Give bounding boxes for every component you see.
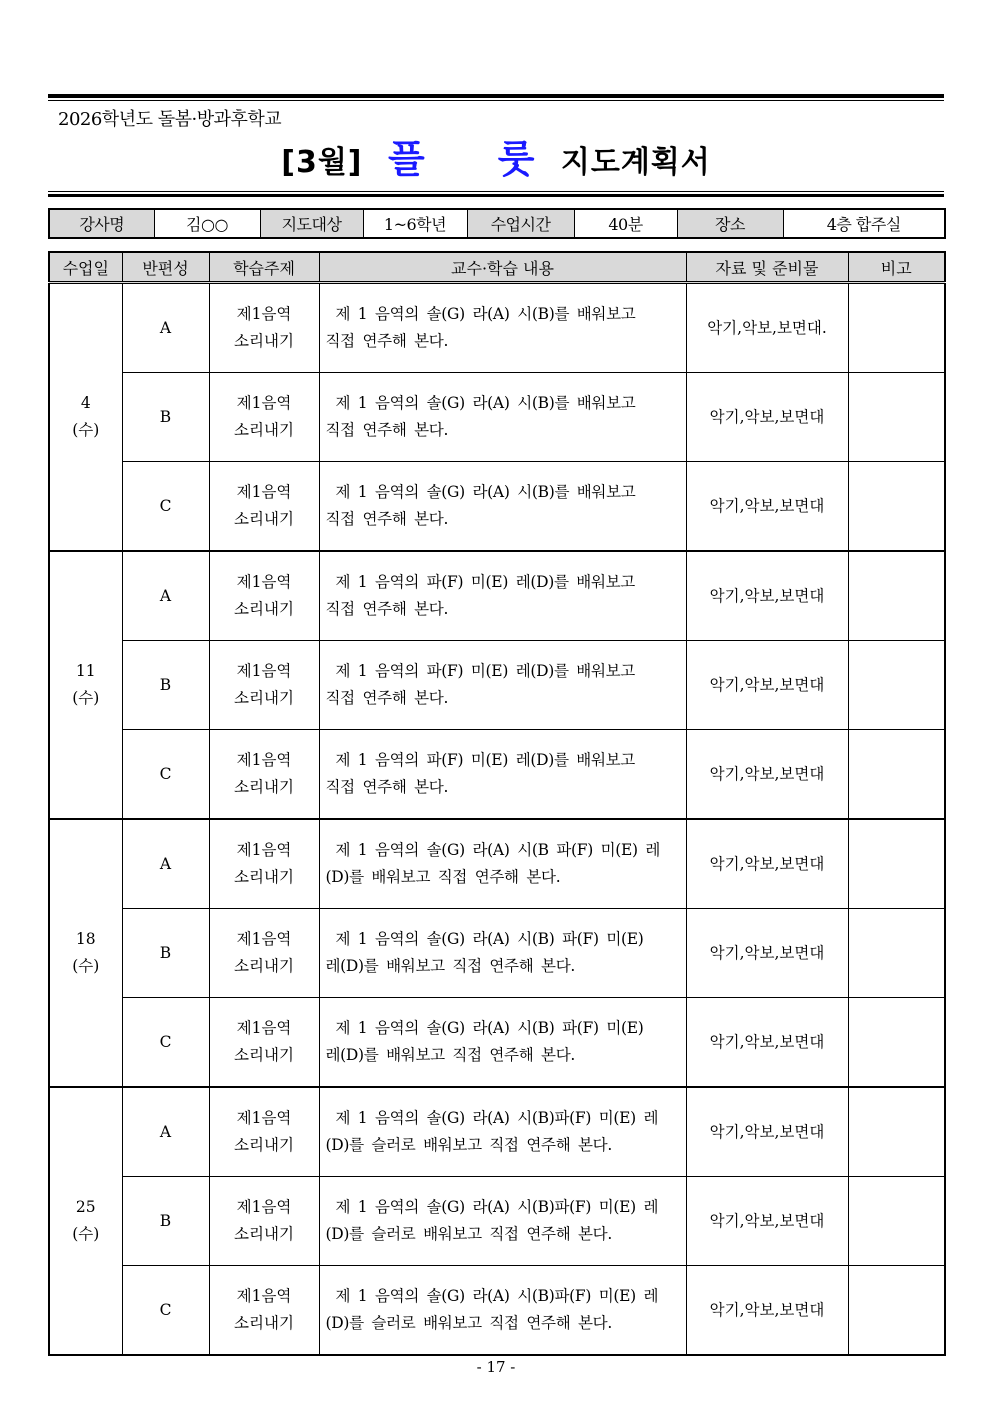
topic-line-2: 소리내기 [234,1225,294,1243]
topic-line-2: 소리내기 [234,600,294,618]
target-label: 지도대상 [260,209,363,238]
top-rule [48,94,944,98]
topic [209,641,319,730]
lesson-content [319,641,686,730]
lesson-date [49,551,122,819]
duration-value: 40분 [574,209,677,238]
content-line-2: 레(D)를 배워보고 직접 연주해 본다. [325,957,576,975]
note [848,819,945,909]
topic [209,998,319,1088]
date-day: (수) [72,421,100,439]
note [848,462,945,552]
lesson-date [49,283,122,552]
topic-line-1: 제1음역 [236,305,292,323]
lesson-content [319,551,686,641]
topic [209,1087,319,1177]
content-line-1: 제 1 음역의 솔(G) 라(A) 시(B)파(F) 미(E) 레 [335,1109,659,1127]
topic [209,819,319,909]
materials: 악기,악보,보면대 [686,641,848,730]
table-row [49,373,945,462]
note [848,998,945,1088]
note [848,1087,945,1177]
content-line-1: 제 1 음역의 파(F) 미(E) 레(D)를 배워보고 [335,573,635,591]
header-date: 수업일 [49,252,122,283]
lesson-content [319,819,686,909]
table-row [49,730,945,820]
note [848,1266,945,1356]
topic-line-2: 소리내기 [234,510,294,528]
note [848,909,945,998]
content-line-2: (D)를 슬러로 배워보고 직접 연주해 본다. [325,1314,612,1332]
table-row [49,641,945,730]
class-group: C [122,730,209,820]
teacher-value: 김○○ [154,209,260,238]
topic-line-1: 제1음역 [236,1109,292,1127]
note [848,1177,945,1266]
topic-line-1: 제1음역 [236,662,292,680]
content-line-1: 제 1 음역의 솔(G) 라(A) 시(B 파(F) 미(E) 레 [335,841,661,859]
date-number: 18 [75,930,96,948]
table-row [49,1266,945,1356]
lesson-content [319,730,686,820]
note [848,730,945,820]
content-line-1: 제 1 음역의 솔(G) 라(A) 시(B)를 배워보고 [335,483,636,501]
topic-line-1: 제1음역 [236,751,292,769]
materials: 악기,악보,보면대 [686,1087,848,1177]
topic-line-1: 제1음역 [236,483,292,501]
topic-line-2: 소리내기 [234,868,294,886]
lesson-date [49,819,122,1087]
title-rule-thin [48,191,944,192]
class-group: B [122,909,209,998]
topic-line-2: 소리내기 [234,332,294,350]
content-line-2: (D)를 배워보고 직접 연주해 본다. [325,868,561,886]
teacher-label: 강사명 [49,209,154,238]
lesson-content [319,998,686,1088]
content-line-1: 제 1 음역의 파(F) 미(E) 레(D)를 배워보고 [335,662,635,680]
lesson-date [49,1087,122,1355]
header-topic: 학습주제 [209,252,319,283]
topic-line-1: 제1음역 [236,841,292,859]
content-line-1: 제 1 음역의 솔(G) 라(A) 시(B) 파(F) 미(E) [335,1019,644,1037]
lesson-content [319,373,686,462]
note [848,283,945,373]
materials: 악기,악보,보면대 [686,819,848,909]
table-row [49,1087,945,1177]
topic-line-2: 소리내기 [234,1314,294,1332]
topic-line-1: 제1음역 [236,394,292,412]
class-group: A [122,551,209,641]
table-row [49,819,945,909]
class-group: B [122,641,209,730]
top-rule-thin [48,100,944,101]
content-line-1: 제 1 음역의 파(F) 미(E) 레(D)를 배워보고 [335,751,635,769]
lesson-content [319,462,686,552]
table-row [49,551,945,641]
table-header-row [49,252,945,283]
materials: 악기,악보,보면대 [686,1266,848,1356]
class-group: C [122,462,209,552]
topic-line-2: 소리내기 [234,778,294,796]
title-subject [388,137,535,181]
materials: 악기,악보,보면대 [686,1177,848,1266]
header-content: 교수·학습 내용 [319,252,686,283]
content-line-1: 제 1 음역의 솔(G) 라(A) 시(B)를 배워보고 [335,394,636,412]
school-line: 2026학년도 돌봄·방과후학교 [58,109,282,130]
title-rule-thick [48,194,944,197]
content-line-2: 레(D)를 배워보고 직접 연주해 본다. [325,1046,576,1064]
materials: 악기,악보,보면대 [686,551,848,641]
lesson-content [319,283,686,373]
materials: 악기,악보,보면대 [686,373,848,462]
header-class: 반편성 [122,252,209,283]
place-label: 장소 [677,209,783,238]
content-line-2: 직접 연주해 본다. [325,510,449,528]
class-group: B [122,373,209,462]
class-group: B [122,1177,209,1266]
date-number: 4 [80,394,91,412]
content-line-1: 제 1 음역의 솔(G) 라(A) 시(B)파(F) 미(E) 레 [335,1198,659,1216]
info-row [49,209,945,238]
content-line-2: (D)를 슬러로 배워보고 직접 연주해 본다. [325,1136,612,1154]
class-group: A [122,819,209,909]
lesson-content [319,1087,686,1177]
topic [209,909,319,998]
topic-line-1: 제1음역 [236,573,292,591]
place-value: 4층 합주실 [783,209,945,238]
topic-line-1: 제1음역 [236,1198,292,1216]
topic [209,730,319,820]
lesson-content [319,1266,686,1356]
content-line-1: 제 1 음역의 솔(G) 라(A) 시(B)를 배워보고 [335,305,636,323]
class-group: A [122,283,209,373]
duration-label: 수업시간 [467,209,574,238]
lesson-content [319,909,686,998]
topic-line-1: 제1음역 [236,930,292,948]
class-group: C [122,998,209,1088]
subject-char-2: 룻 [497,137,536,181]
table-row [49,283,945,373]
topic-line-1: 제1음역 [236,1019,292,1037]
note [848,373,945,462]
header-materials: 자료 및 준비물 [686,252,848,283]
topic-line-2: 소리내기 [234,421,294,439]
target-value: 1~6학년 [363,209,467,238]
lesson-plan-table [48,251,946,1356]
topic-line-2: 소리내기 [234,1046,294,1064]
topic [209,1177,319,1266]
content-line-2: 직접 연주해 본다. [325,778,449,796]
content-line-2: 직접 연주해 본다. [325,600,449,618]
content-line-1: 제 1 음역의 솔(G) 라(A) 시(B)파(F) 미(E) 레 [335,1287,659,1305]
table-row [49,998,945,1088]
table-row [49,1177,945,1266]
page-title [48,133,944,185]
class-group: C [122,1266,209,1356]
date-number: 11 [75,662,96,680]
topic [209,551,319,641]
topic [209,283,319,373]
content-line-2: 직접 연주해 본다. [325,332,449,350]
title-suffix: 지도계획서 [560,145,711,180]
date-day: (수) [72,957,100,975]
note [848,551,945,641]
topic [209,462,319,552]
title-month: [3월] [281,145,363,180]
class-group: A [122,1087,209,1177]
topic [209,373,319,462]
materials: 악기,악보,보면대 [686,462,848,552]
materials: 악기,악보,보면대. [686,283,848,373]
topic-line-2: 소리내기 [234,689,294,707]
content-line-2: (D)를 슬러로 배워보고 직접 연주해 본다. [325,1225,612,1243]
materials: 악기,악보,보면대 [686,998,848,1088]
topic-line-2: 소리내기 [234,1136,294,1154]
date-number: 25 [75,1198,96,1216]
content-line-2: 직접 연주해 본다. [325,421,449,439]
topic-line-1: 제1음역 [236,1287,292,1305]
topic [209,1266,319,1356]
header-note: 비고 [848,252,945,283]
document-page [48,94,944,1356]
date-day: (수) [72,689,100,707]
materials: 악기,악보,보면대 [686,909,848,998]
note [848,641,945,730]
table-row [49,909,945,998]
materials: 악기,악보,보면대 [686,730,848,820]
subject-char-1: 플 [387,137,426,181]
date-day: (수) [72,1225,100,1243]
page-number: - 17 - [476,1358,516,1376]
topic-line-2: 소리내기 [234,957,294,975]
table-row [49,462,945,552]
content-line-1: 제 1 음역의 솔(G) 라(A) 시(B) 파(F) 미(E) [335,930,644,948]
content-line-2: 직접 연주해 본다. [325,689,449,707]
info-table [48,208,946,239]
lesson-content [319,1177,686,1266]
